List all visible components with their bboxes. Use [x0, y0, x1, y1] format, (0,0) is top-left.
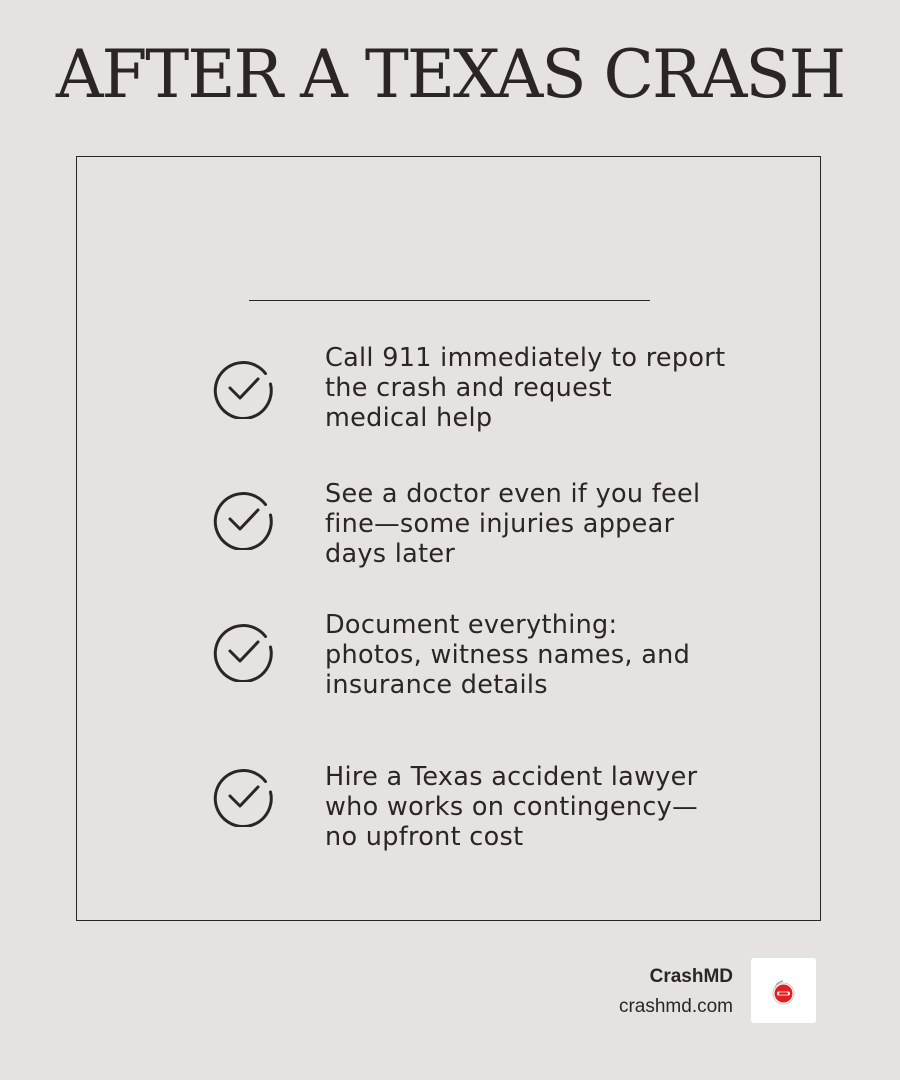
checklist-item-line: the crash and request [325, 373, 612, 403]
crashmd-logo-icon [751, 958, 816, 1023]
checklist-item-line: fine—some injuries appear [325, 509, 675, 539]
check-circle-icon [213, 357, 275, 419]
check-circle-icon [213, 620, 275, 682]
checklist-item-text [325, 762, 735, 852]
brand-logo[interactable] [751, 958, 816, 1023]
checklist-item-text [325, 479, 735, 569]
checklist-item-line: no upfront cost [325, 822, 524, 852]
checklist-item-line: Call 911 immediately to report [325, 343, 726, 373]
checklist-item-line: Hire a Texas accident lawyer [325, 762, 698, 792]
checklist-item-line: medical help [325, 403, 493, 433]
checklist-item-line: See a doctor even if you feel [325, 479, 701, 509]
brand-url[interactable]: crashmd.com [618, 996, 733, 1017]
checklist-item-line: photos, witness names, and [325, 640, 691, 670]
check-circle-icon [213, 765, 275, 827]
divider-line [249, 300, 650, 301]
checklist-item-text [325, 343, 735, 433]
checklist-item-line: Document everything: [325, 610, 618, 640]
checklist-item-line: insurance details [325, 670, 548, 700]
brand-name: CrashMD [649, 966, 733, 987]
checklist-item-line: days later [325, 539, 456, 569]
page-title: AFTER A TEXAS CRASH [55, 36, 845, 113]
checklist-item-text [325, 610, 735, 700]
check-circle-icon [213, 488, 275, 550]
checklist-item-line: who works on contingency— [325, 792, 698, 822]
